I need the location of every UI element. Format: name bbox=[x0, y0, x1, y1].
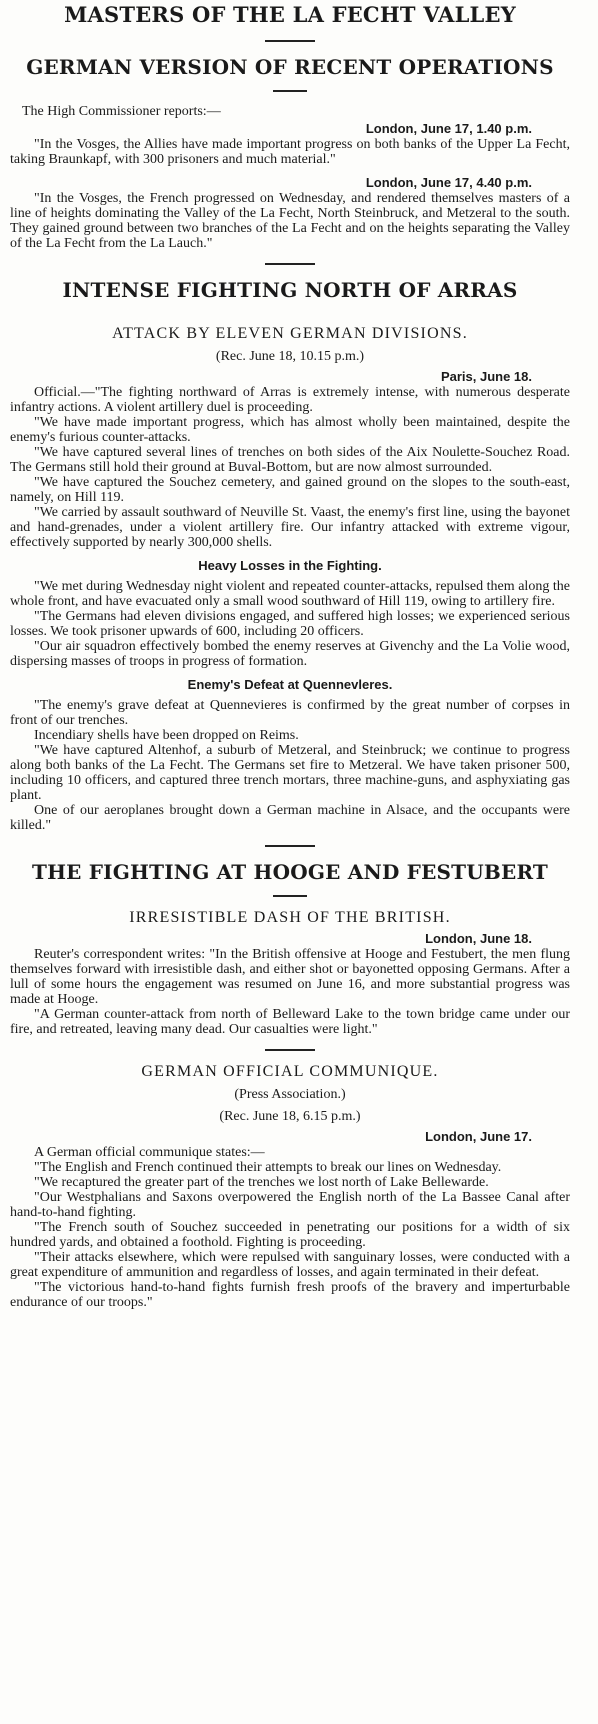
article-paragraph: "In the Vosges, the French progressed on Wednesday, and rendered themselves masters of a line of heights dominating the Valley of the La Fecht, North Steinbruck, and Metzeral to the south. They gained ground between two branches of the La Fecht and on the heights separating the Valley of the La Fecht from the La Lauch." bbox=[10, 191, 570, 251]
article-paragraph: "We have made important progress, which has almost wholly been maintained, despite the enemy's furious counter-attacks. bbox=[10, 415, 570, 445]
subheadline-eleven-divisions: ATTACK BY ELEVEN GERMAN DIVISIONS. bbox=[112, 325, 468, 342]
article-paragraph: "In the Vosges, the Allies have made important progress on both banks of the Upper La Fecht, taking Braunkapf, with 300 prisoners and much material." bbox=[10, 137, 570, 167]
article-paragraph: A German official communique states:— bbox=[34, 1145, 265, 1160]
dateline: London, June 17, 4.40 p.m. bbox=[365, 175, 532, 190]
heavy-losses-heading: Heavy Losses in the Fighting. bbox=[198, 558, 382, 573]
newspaper-page bbox=[10, 0, 570, 1310]
article-paragraph: "The French south of Souchez succeeded in penetrating our positions for a width of six hundred yards, and obtained a foothold. Fighting is proceeding. bbox=[10, 1220, 570, 1250]
enemy-defeat-heading: Enemy's Defeat at Quennevleres. bbox=[187, 677, 393, 692]
subheadline-irresistible-dash: IRRESISTIBLE DASH OF THE BRITISH. bbox=[129, 909, 451, 926]
subheadline-german-version: GERMAN VERSION OF RECENT OPERATIONS bbox=[26, 55, 554, 79]
dateline: Paris, June 18. bbox=[440, 369, 532, 384]
article-paragraph: "The English and French continued their attempts to break our lines on Wednesday. bbox=[34, 1160, 502, 1175]
article-paragraph: "Their attacks elsewhere, which were repulsed with sanguinary losses, were conducted with a great expenditure of ammunition and regardless of losses, and again terminated in their defeat. bbox=[10, 1250, 570, 1280]
headline-german-communique: GERMAN OFFICIAL COMMUNIQUE. bbox=[141, 1063, 439, 1080]
article-paragraph: "The victorious hand-to-hand fights furnish fresh proofs of the bravery and imperturbable endurance of our troops." bbox=[10, 1280, 570, 1310]
source-line: (Press Association.) bbox=[234, 1087, 346, 1102]
article-paragraph: "We have captured several lines of trenches on both sides of the Aix Noulette-Souchez Road. The Germans still hold their ground at Buval-Bottom, but are now almost surrounded. bbox=[10, 445, 570, 475]
received-line: (Rec. June 18, 10.15 p.m.) bbox=[215, 349, 365, 364]
article-paragraph: Official.—"The fighting northward of Arras is extremely intense, with numerous desperate infantry actions. A violent artillery duel is proceeding. bbox=[10, 385, 570, 415]
divider-rule bbox=[273, 90, 307, 92]
intro-line: The High Commissioner reports:— bbox=[22, 104, 221, 119]
headline-hooge-festubert: THE FIGHTING AT HOOGE AND FESTUBERT bbox=[32, 860, 548, 884]
received-line: (Rec. June 18, 6.15 p.m.) bbox=[219, 1109, 361, 1124]
divider-rule bbox=[265, 263, 315, 265]
divider-rule bbox=[265, 1049, 315, 1051]
article-paragraph: "We carried by assault southward of Neuville St. Vaast, the enemy's first line, using the bayonet and hand-grenades, under a violent artillery fire. Our infantry attacked with extreme vigour, effectively supported by nearly 300,000 shells. bbox=[10, 505, 570, 550]
dateline: London, June 17. bbox=[425, 1129, 532, 1144]
article-paragraph: One of our aeroplanes brought down a German machine in Alsace, and the occupants were killed." bbox=[10, 803, 570, 833]
divider-rule bbox=[265, 40, 315, 42]
dateline: London, June 17, 1.40 p.m. bbox=[365, 121, 532, 136]
headline-la-fecht: MASTERS OF THE LA FECHT VALLEY bbox=[64, 2, 516, 27]
article-paragraph: "Our Westphalians and Saxons overpowered the English north of the La Bassee Canal after hand-to-hand fighting. bbox=[10, 1190, 570, 1220]
dateline: London, June 18. bbox=[425, 931, 532, 946]
article-paragraph: "The enemy's grave defeat at Quennevieres is confirmed by the great number of corpses in front of our trenches. bbox=[10, 698, 570, 728]
article-paragraph: "We have captured Altenhof, a suburb of Metzeral, and Steinbruck; we continue to progress along both banks of the La Fecht. The Germans set fire to Metzeral. We have taken prisoner 500, including 10 officers, and captured three trench mortars, three machine-guns, and asphyxiating gas plant. bbox=[10, 743, 570, 803]
article-paragraph: "Our air squadron effectively bombed the enemy reserves at Givenchy and the La Volie wood, dispersing masses of troops in progress of formation. bbox=[10, 639, 570, 669]
headline-arras: INTENSE FIGHTING NORTH OF ARRAS bbox=[62, 278, 518, 302]
article-paragraph: "A German counter-attack from north of Belleward Lake to the town bridge came under our fire, and retreated, leaving many dead. Our casualties were light." bbox=[10, 1007, 570, 1037]
article-paragraph: Incendiary shells have been dropped on Reims. bbox=[34, 728, 299, 743]
divider-rule bbox=[265, 845, 315, 847]
article-paragraph: "We met during Wednesday night violent and repeated counter-attacks, repulsed them along the whole front, and have evacuated only a small wood southward of Hill 119, owing to artillery fire. bbox=[10, 579, 570, 609]
article-paragraph: "We have captured the Souchez cemetery, and gained ground on the slopes to the south-east, namely, on Hill 119. bbox=[10, 475, 570, 505]
article-paragraph: "The Germans had eleven divisions engaged, and suffered high losses; we experienced serious losses. We took prisoner upwards of 600, including 20 officers. bbox=[10, 609, 570, 639]
article-paragraph: "We recaptured the greater part of the trenches we lost north of Lake Bellewarde. bbox=[34, 1175, 489, 1190]
article-paragraph: Reuter's correspondent writes: "In the British offensive at Hooge and Festubert, the men flung themselves forward with irresistible dash, and either shot or bayonetted opposing Germans. After a lull of some hours the engagement was resumed on June 16, and more substantial progress was made at Hooge. bbox=[10, 947, 570, 1007]
divider-rule bbox=[273, 895, 307, 897]
